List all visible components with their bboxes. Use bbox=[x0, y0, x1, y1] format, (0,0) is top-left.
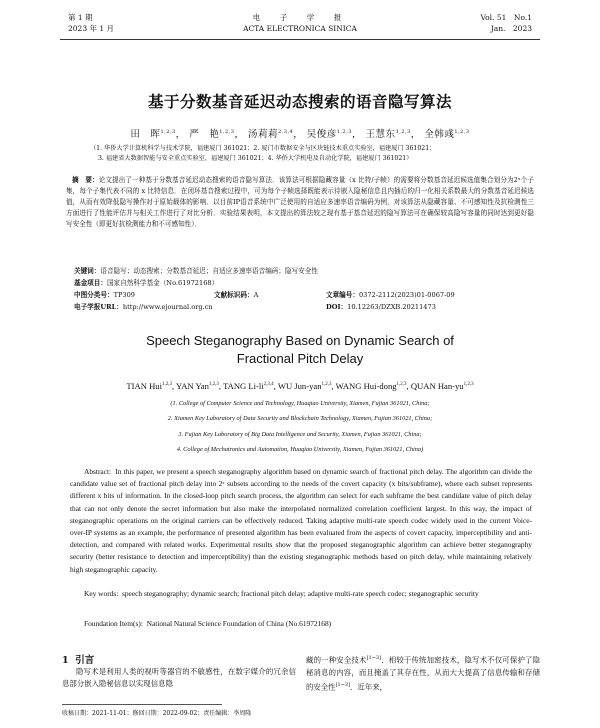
author-en: WU Jun-yan bbox=[277, 381, 322, 391]
author-cn: 全韩彧 bbox=[424, 129, 455, 140]
author-affil-sup: 1,2,3 bbox=[395, 128, 411, 135]
author-affil-sup: 1,2,3 bbox=[219, 128, 235, 135]
foundation-text-en: National Natural Science Foundation of China (No.61972168) bbox=[146, 619, 332, 628]
author-affil-sup: 1,2,3 bbox=[454, 128, 470, 135]
doc-code-field bbox=[214, 290, 258, 300]
abstract-en bbox=[70, 466, 532, 576]
date-cn: 2023 年 1 月 bbox=[68, 24, 115, 33]
date-en: Jan. 2023 bbox=[490, 24, 532, 33]
citation-ref[interactable]: [1~3] bbox=[335, 682, 351, 689]
header-right bbox=[480, 12, 532, 34]
keywords-en bbox=[70, 588, 532, 600]
issue-cn: 第 1 期 bbox=[68, 13, 93, 22]
doc-code-label: 文献标识码： bbox=[214, 291, 254, 299]
citation-ref[interactable]: [1~3] bbox=[366, 655, 382, 661]
author-cn: 田 晖 bbox=[130, 129, 161, 140]
affiliation-line: 4. College of Mechatronics and Automation, Huaqiao University, Xiamen, Fujian 361021, China) bbox=[176, 446, 424, 454]
author-affil-sup: 2,3,4 bbox=[278, 128, 294, 135]
affiliation-line: （1. 华侨大学计算机科学与技术学院，福建厦门 361021；2. 厦门市数据安全与区块链技术重点实验室，福建厦门 361021； bbox=[90, 145, 436, 152]
fund-cn bbox=[74, 278, 218, 288]
keywords-text-cn: 语音隐写；动态搜索；分数基音延迟；自适应多速率语音编码；隐写安全性 bbox=[100, 267, 318, 275]
url-field bbox=[74, 302, 213, 312]
author-cn: 汤莉莉 bbox=[247, 129, 278, 140]
running-header bbox=[0, 0, 600, 52]
abstract-text-en: In this paper, we present a speech steganography algorithm based on dynamic search of fractional pitch delay. The algorithm can divide the candidate value set of fractional pitch delay into 2ˣ subsets according to the needs of the covert capacity (x bits/subframe), where each subset represents different x bits of information. In the closed-loop pitch search process, the algorithm can select for each subframe the best candidate value of pitch delay that can not only denote the secret information but also make the interpolated normalized correlation coefficient largest. In this way, the impact of steganographic operations on the original carriers can be effectively reduced. Taking adaptive multi-rate speech codec widely used in the current Voice-over-IP systems as an example, the performance of presented algorithm has been evaluated from the aspects of covert capacity, imperceptibility and anti-detection, and compared with related works. Experimental results show that the proposed steganographic algorithm can achieve better steganography security (better resistance to detection and imperceptibility) than the existing steganographic methods based on pitch delay, while maintaining relatively high steganographic capacity. bbox=[70, 467, 532, 574]
body-column-right bbox=[306, 652, 540, 694]
paper-title-en bbox=[0, 332, 600, 368]
section-number: 1 bbox=[62, 655, 69, 666]
url-label: 电子学报URL： bbox=[74, 303, 123, 311]
clc-field bbox=[74, 290, 135, 300]
author-en: WANG Hui-dong bbox=[335, 381, 397, 391]
author-en: YAN Yan bbox=[175, 381, 209, 391]
author-affil-sup: 1,2,3 bbox=[463, 382, 474, 388]
affiliation-line: 2. Xiamen Key Laboratory of Data Security and Blockchain Technology, Xiamen, Fujian 361021, China; bbox=[167, 415, 433, 423]
article-number-label: 文章编号： bbox=[326, 291, 359, 299]
body-text: ．相较于传统加密技术，隐写术不仅可保护了隐秘消息的内容，而且掩盖了其存在性，从而大大提高了信息传输和存储的安全性 bbox=[306, 655, 540, 692]
keywords-label-cn: 关键词： bbox=[74, 267, 101, 275]
author-affil-sup: 1,2,3 bbox=[336, 128, 353, 135]
volume: Vol. 51 No.1 bbox=[480, 13, 532, 22]
author-cn: 吴俊彦 bbox=[306, 129, 337, 140]
body-text: ．近年来， bbox=[350, 682, 387, 692]
doi-label: DOI： bbox=[326, 303, 348, 311]
title-line-1: Speech Steganography Based on Dynamic Search of bbox=[146, 333, 454, 348]
author-affil-sup: 2,3,4 bbox=[263, 382, 274, 388]
body-text: 藏的一种安全技术 bbox=[306, 655, 367, 665]
affiliation-line: 3. 福建省大数据智能与安全重点实验室，福建厦门 361021；4. 华侨大学机电及自动化学院，福建厦门 361021） bbox=[98, 155, 413, 162]
section-title: 引言 bbox=[75, 655, 95, 666]
author-en: TANG Li-li bbox=[223, 381, 264, 391]
article-number-value: 0372-2112(2023)01-0067-09 bbox=[358, 291, 455, 299]
doi-field bbox=[326, 302, 436, 312]
body-column-left: 隐写术是利用人类的视听等器官的不敏感性，在数字媒介的冗余信息部分嵌入隐秘信息以实现信息隐 bbox=[62, 667, 296, 689]
affiliations-en bbox=[0, 396, 600, 458]
paper-title-cn: 基于分数基音延迟动态搜索的语音隐写算法 bbox=[147, 92, 452, 111]
abstract-label-cn: 摘 要： bbox=[72, 176, 99, 184]
doi-value[interactable]: 10.12263/DZXB.20211473 bbox=[347, 303, 436, 311]
author-affil-sup: 1,2,3 bbox=[396, 382, 407, 388]
journal-url[interactable]: http://www.ejournal.org.cn bbox=[122, 303, 213, 311]
abstract-cn bbox=[66, 175, 534, 230]
foundation-en bbox=[84, 618, 534, 630]
affiliations-cn bbox=[90, 144, 520, 164]
article-number-field bbox=[326, 290, 455, 300]
author-en: QUAN Han-yu bbox=[410, 381, 464, 391]
fund-label-cn: 基金项目： bbox=[74, 279, 107, 287]
header-rule bbox=[60, 39, 540, 40]
author-list-en: TIAN Hui$^{1,2,3}$, YAN Yan$^{1,2,3}$, TANG Li-li$^{2,3,4}$, WU Jun-yan$^{1,2,3}$, WANG Hui-dong$^{1,2,3}$, QUAN Han-yu$^{1,2,3}$ bbox=[126, 381, 474, 391]
abstract-label-en: Abstract: bbox=[84, 467, 112, 476]
author-cn: 王慧东 bbox=[365, 129, 396, 140]
keywords-label-en: Key words: bbox=[84, 589, 119, 598]
title-line-2: Fractional Pitch Delay bbox=[236, 351, 364, 366]
doc-code-value: A bbox=[253, 291, 259, 299]
author-affil-sup: 1,2,3 bbox=[161, 382, 172, 388]
author-en: TIAN Hui bbox=[126, 381, 162, 391]
author-affil-sup: 1,2,3 bbox=[160, 128, 176, 135]
author-affil-sup: 1,2,3 bbox=[321, 382, 332, 388]
affiliation-line: 3. Fujian Key Laboratory of Big Data Intelligence and Security, Xiamen, Fujian 361021, China; bbox=[178, 430, 422, 438]
journal-title-en: ACTA ELECTRONICA SINICA bbox=[243, 24, 357, 33]
fund-text-cn: 国家自然科学基金（No.61972168） bbox=[106, 279, 219, 287]
abstract-text-cn: 论文提出了一种基于分数基音延迟动态搜索的语音隐写算法．该算法可根据隐藏容量（x 比特/子帧）的需要将分数基音延迟候选值集合划分为2ˣ个子集，每个子集代表不同的 x 比特信息．在闭环基音搜索过程中，可为每个子帧选择既能表示待嵌入隐秘信息且内插后的归一化相关系数最大的分数基音延迟候选值，从而有效降低隐写操作对于原始载体的影响．以目前IP语音系统中广泛使用的自适应多速率语音编码为例，对该算法从隐藏容量、不可感知性及抗检测性三方面进行了性能评估并与相关工作进行了对比分析．实验结果表明，本文提出的算法较之现有基于基音延迟的隐写算法可在确保较高隐写容量的同时达到更好隐写安全性（即更好抗检测能力和不可感知性）． bbox=[66, 176, 535, 228]
keywords-cn bbox=[74, 266, 318, 276]
keywords-text-en: speech steganography; dynamic search; fractional pitch delay; adaptive multi-rate speech codec; steganographic security bbox=[121, 589, 479, 598]
journal-title-cn: 电 子 学 报 bbox=[252, 13, 348, 22]
author-affil-sup: 1,2,3 bbox=[208, 382, 219, 388]
clc-value: TP309 bbox=[113, 291, 135, 299]
foundation-label-en: Foundation Item(s): bbox=[84, 619, 143, 628]
received-date-footnote: 收稿日期：2021-11-01；修回日期：2022-09-02；责任编辑：李周隆 bbox=[62, 710, 252, 717]
affiliation-line: (1. College of Computer Science and Technology, Huaqiao University, Xiamen, Fujian 361021, China; bbox=[170, 400, 430, 407]
author-cn: 严 艳 bbox=[189, 129, 220, 140]
footnote-rule bbox=[62, 704, 222, 705]
author-list-cn: 田 晖$^{1,2,3}$， 严 艳$^{1,2,3}$， 汤莉莉$^{2,3,4}$， 吴俊彦$^{1,2,3}$， 王慧东$^{1,2,3}$， 全韩彧$^{1,2,3}$ bbox=[130, 128, 470, 140]
clc-label: 中图分类号： bbox=[74, 291, 114, 299]
section-heading bbox=[62, 652, 94, 666]
